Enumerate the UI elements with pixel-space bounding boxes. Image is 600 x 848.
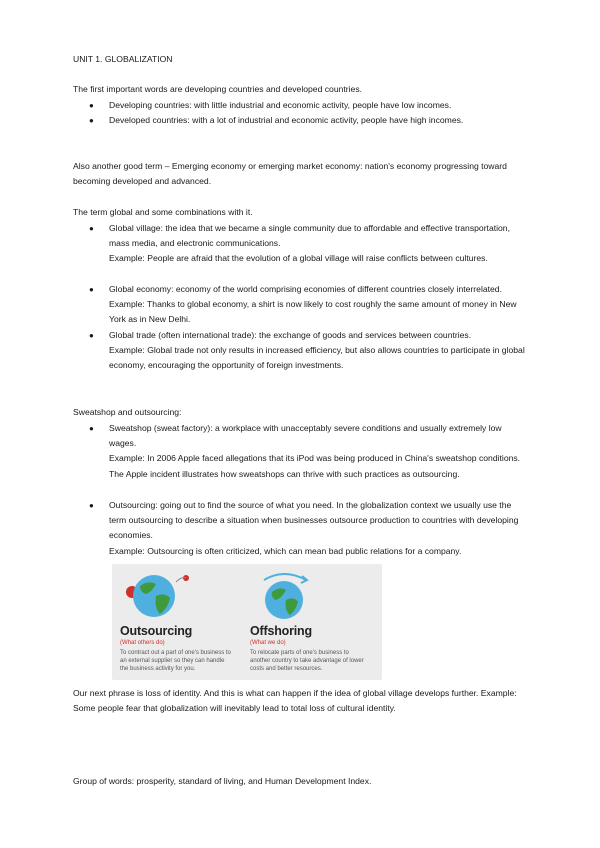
global-economy-definition: Global economy: economy of the world comprising economies of different countries closely interrelated. Example: Thanks to global economy, a shirt is now likely to cost roughly the same amount of money in New York as in New Delhi.	[109, 284, 517, 325]
offshoring-description: To relocate parts of one's business to another country to take advantage of lower costs and better resources.	[250, 650, 364, 672]
intro-paragraph: The first important words are developing countries and developed countries.	[73, 84, 363, 94]
outsourcing-card	[112, 564, 232, 680]
global-trade-example: Example: Global trade not only results in increased efficiency, but also allows countries to participate in global economy, encouraging the opportunity of foreign investments.	[109, 345, 525, 371]
group-of-words-paragraph: Group of words: prosperity, standard of living, and Human Development Index.	[73, 776, 372, 786]
outsourcing-definition: Outsourcing: going out to find the source of what you need. In the globalization context we usually use the term outsourcing to describe a situation when businesses outsource production to countries with developing economies.	[109, 500, 519, 541]
list-item	[109, 498, 529, 559]
global-village-definition: Global village: the idea that we became a single community due to affordable and effective transportation, mass media, and electronic communications.	[109, 223, 510, 249]
sweatshop-definition: Sweatshop (sweat factory): a workplace with unacceptably severe conditions and usually extremely low wages.	[109, 423, 502, 449]
bullet-icon	[89, 113, 94, 128]
list-item	[109, 221, 529, 267]
globe-offshoring-icon	[256, 570, 326, 624]
list-item	[109, 98, 529, 113]
bullet-icon	[89, 282, 94, 297]
list-item	[109, 328, 529, 374]
list-item	[109, 282, 529, 328]
bullet-icon	[89, 221, 94, 236]
global-trade-definition: Global trade (often international trade): the exchange of goods and services between countries.	[109, 330, 472, 340]
outsourcing-subtitle: (What others do)	[120, 640, 165, 646]
offshoring-title: Offshoring	[250, 624, 312, 638]
list-item	[109, 421, 529, 482]
offshoring-subtitle: (What we do)	[250, 640, 286, 646]
developing-definition: Developing countries: with little industrial and economic activity, people have low incomes.	[109, 100, 452, 110]
bullet-icon	[89, 98, 94, 113]
list-item	[109, 113, 529, 128]
loss-of-identity-paragraph: Our next phrase is loss of identity. And this is what can happen if the idea of global village develops further. Example: Some people fear that globalization will inevitably lead to total loss of cultural identity.	[73, 688, 517, 714]
sweatshop-intro: Sweatshop and outsourcing:	[73, 407, 182, 417]
outsourcing-title: Outsourcing	[120, 624, 193, 638]
outsourcing-description: To contract out a part of one's business to an external supplier so they can handle the business activity for you.	[120, 650, 231, 672]
document-title: UNIT 1. GLOBALIZATION	[73, 54, 173, 64]
bullet-icon	[89, 421, 94, 436]
globe-outsourcing-icon	[126, 570, 196, 624]
outsourcing-offshoring-figure	[112, 564, 382, 680]
bullet-icon	[89, 328, 94, 343]
emerging-paragraph: Also another good term – Emerging economy or emerging market economy: nation's economy progressing toward becoming developed and advanced.	[73, 161, 507, 187]
outsourcing-example: Example: Outsourcing is often criticized, which can mean bad public relations for a company.	[109, 545, 462, 556]
global-village-example: Example: People are afraid that the evolution of a global village will raise conflicts between cultures.	[109, 253, 488, 264]
bullet-icon	[89, 498, 94, 513]
global-intro: The term global and some combinations with it.	[73, 207, 253, 217]
developed-definition: Developed countries: with a lot of industrial and economic activity, people have high incomes.	[109, 115, 464, 125]
sweatshop-example: Example: In 2006 Apple faced allegations that its iPod was being produced in China's sweatshop conditions. The Apple incident illustrates how sweatshops can thrive with such practices as outsourcing.	[109, 453, 521, 479]
offshoring-card	[242, 564, 362, 680]
